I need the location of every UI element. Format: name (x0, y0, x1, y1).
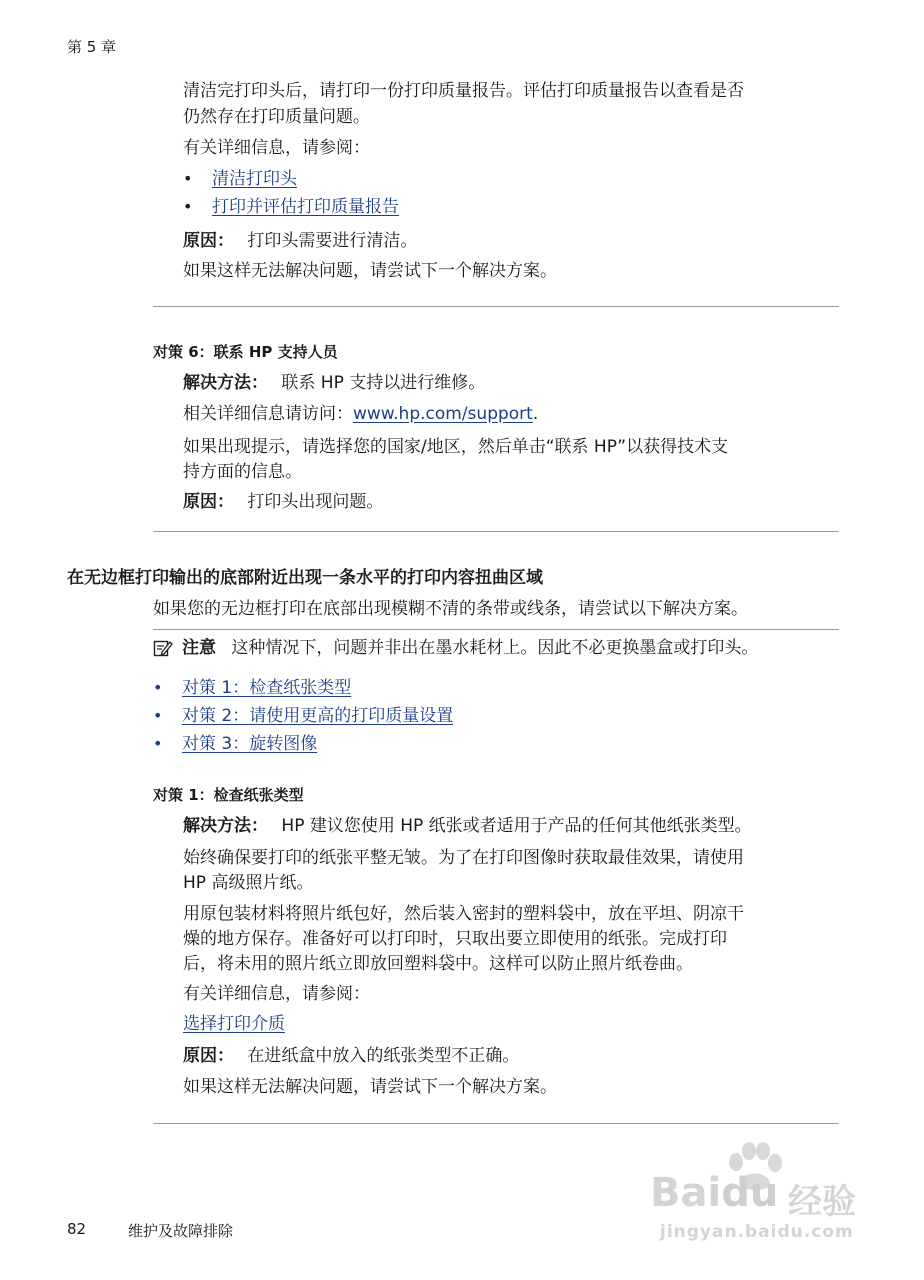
method-label: 解决方法： (183, 373, 268, 393)
hp-support-link[interactable]: www.hp.com/support (353, 404, 533, 424)
note-pencil-icon (153, 638, 173, 658)
cause-text: 打印头需要进行清洁。 (247, 231, 418, 251)
bullet-dot: • (153, 678, 163, 697)
paragraph-report-line1: 清洁完打印头后，请打印一份打印质量报告。评估打印质量报告以查看是否 (183, 81, 744, 101)
solution1-para2-line1: 始终确保要打印的纸张平整无皱。为了在打印图像时获取最佳效果，请使用 (183, 848, 744, 868)
borderless-intro: 如果您的无边框打印在底部出现模糊不清的条带或线条，请尝试以下解决方案。 (153, 599, 748, 619)
watermark-brand-bai: Bai (650, 1170, 722, 1216)
next-solution-hint: 如果这样无法解决问题，请尝试下一个解决方案。 (183, 1077, 557, 1097)
solution6-method (183, 370, 485, 396)
paragraph-report-line2: 仍然存在打印质量问题。 (183, 107, 370, 127)
cause-label: 原因： (183, 492, 234, 512)
next-solution-hint: 如果这样无法解决问题，请尝试下一个解决方案。 (183, 261, 557, 281)
link-print-quality-report[interactable]: 打印并评估打印质量报告 (212, 197, 399, 217)
visit-period: . (532, 404, 539, 424)
note-line (182, 635, 758, 661)
divider (153, 1123, 839, 1124)
solution6-visit (183, 401, 538, 427)
chapter-label: 第 5 章 (67, 38, 117, 56)
note-top-rule (153, 629, 839, 630)
cause-label: 原因： (183, 231, 234, 251)
watermark-brand (650, 1170, 778, 1216)
divider (153, 306, 839, 307)
see-more-text: 有关详细信息，请参阅： (183, 984, 370, 1004)
solution1-para3-line2: 燥的地方保存。准备好可以打印时，只取出要立即使用的纸张。完成打印 (183, 929, 727, 949)
solution1-method (183, 813, 752, 839)
solution6-prompt-line2: 持方面的信息。 (183, 462, 302, 482)
solution1-title: 对策 1：检查纸张类型 (153, 786, 304, 804)
solution6-cause (183, 489, 383, 515)
link-clean-printhead[interactable]: 清洁打印头 (212, 169, 297, 189)
cause-text: 在进纸盒中放入的纸张类型不正确。 (247, 1046, 520, 1066)
solution1-para3-line3: 后，将未用的照片纸立即放回塑料袋中。这样可以防止照片纸卷曲。 (183, 954, 693, 974)
watermark-brand-du: du (721, 1170, 779, 1216)
method-label: 解决方法： (183, 816, 268, 836)
solution1-cause (183, 1043, 519, 1069)
baidu-jingyan-watermark (650, 1140, 870, 1250)
solution1-para3-line1: 用原包装材料将照片纸包好，然后装入密封的塑料袋中，放在平坦、阴凉干 (183, 904, 744, 924)
watermark-cn: 经验 (788, 1182, 856, 1222)
cause-line (183, 228, 417, 254)
page-number: 82 (67, 1220, 87, 1238)
link-solution3[interactable]: 对策 3：旋转图像 (182, 734, 318, 754)
bullet-dot: • (153, 734, 163, 753)
watermark-url: jingyan.baidu.com (660, 1222, 854, 1242)
note-label: 注意 (182, 638, 216, 658)
solution1-para2-line2: HP 高级照片纸。 (183, 873, 314, 893)
visit-text: 相关详细信息请访问： (183, 404, 353, 424)
footer-title: 维护及故障排除 (128, 1222, 234, 1240)
method-text: 联系 HP 支持以进行维修。 (281, 373, 486, 393)
bullet-dot: • (183, 169, 193, 188)
note-text: 这种情况下，问题并非出在墨水耗材上。因此不必更换墨盒或打印头。 (231, 638, 759, 658)
cause-text: 打印头出现问题。 (247, 492, 384, 512)
link-solution2[interactable]: 对策 2：请使用更高的打印质量设置 (182, 706, 454, 726)
section-heading-borderless: 在无边框打印输出的底部附近出现一条水平的打印内容扭曲区域 (67, 568, 543, 588)
solution6-prompt-line1: 如果出现提示，请选择您的国家/地区，然后单击“联系 HP”以获得技术支 (183, 437, 729, 457)
link-select-media[interactable]: 选择打印介质 (183, 1014, 285, 1034)
solution6-title: 对策 6：联系 HP 支持人员 (153, 343, 338, 361)
bullet-dot: • (153, 706, 163, 725)
see-more-text: 有关详细信息，请参阅： (183, 138, 370, 158)
divider (153, 531, 839, 532)
method-text: HP 建议您使用 HP 纸张或者适用于产品的任何其他纸张类型。 (281, 816, 752, 836)
link-solution1[interactable]: 对策 1：检查纸张类型 (182, 678, 352, 698)
cause-label: 原因： (183, 1046, 234, 1066)
bullet-dot: • (183, 197, 193, 216)
